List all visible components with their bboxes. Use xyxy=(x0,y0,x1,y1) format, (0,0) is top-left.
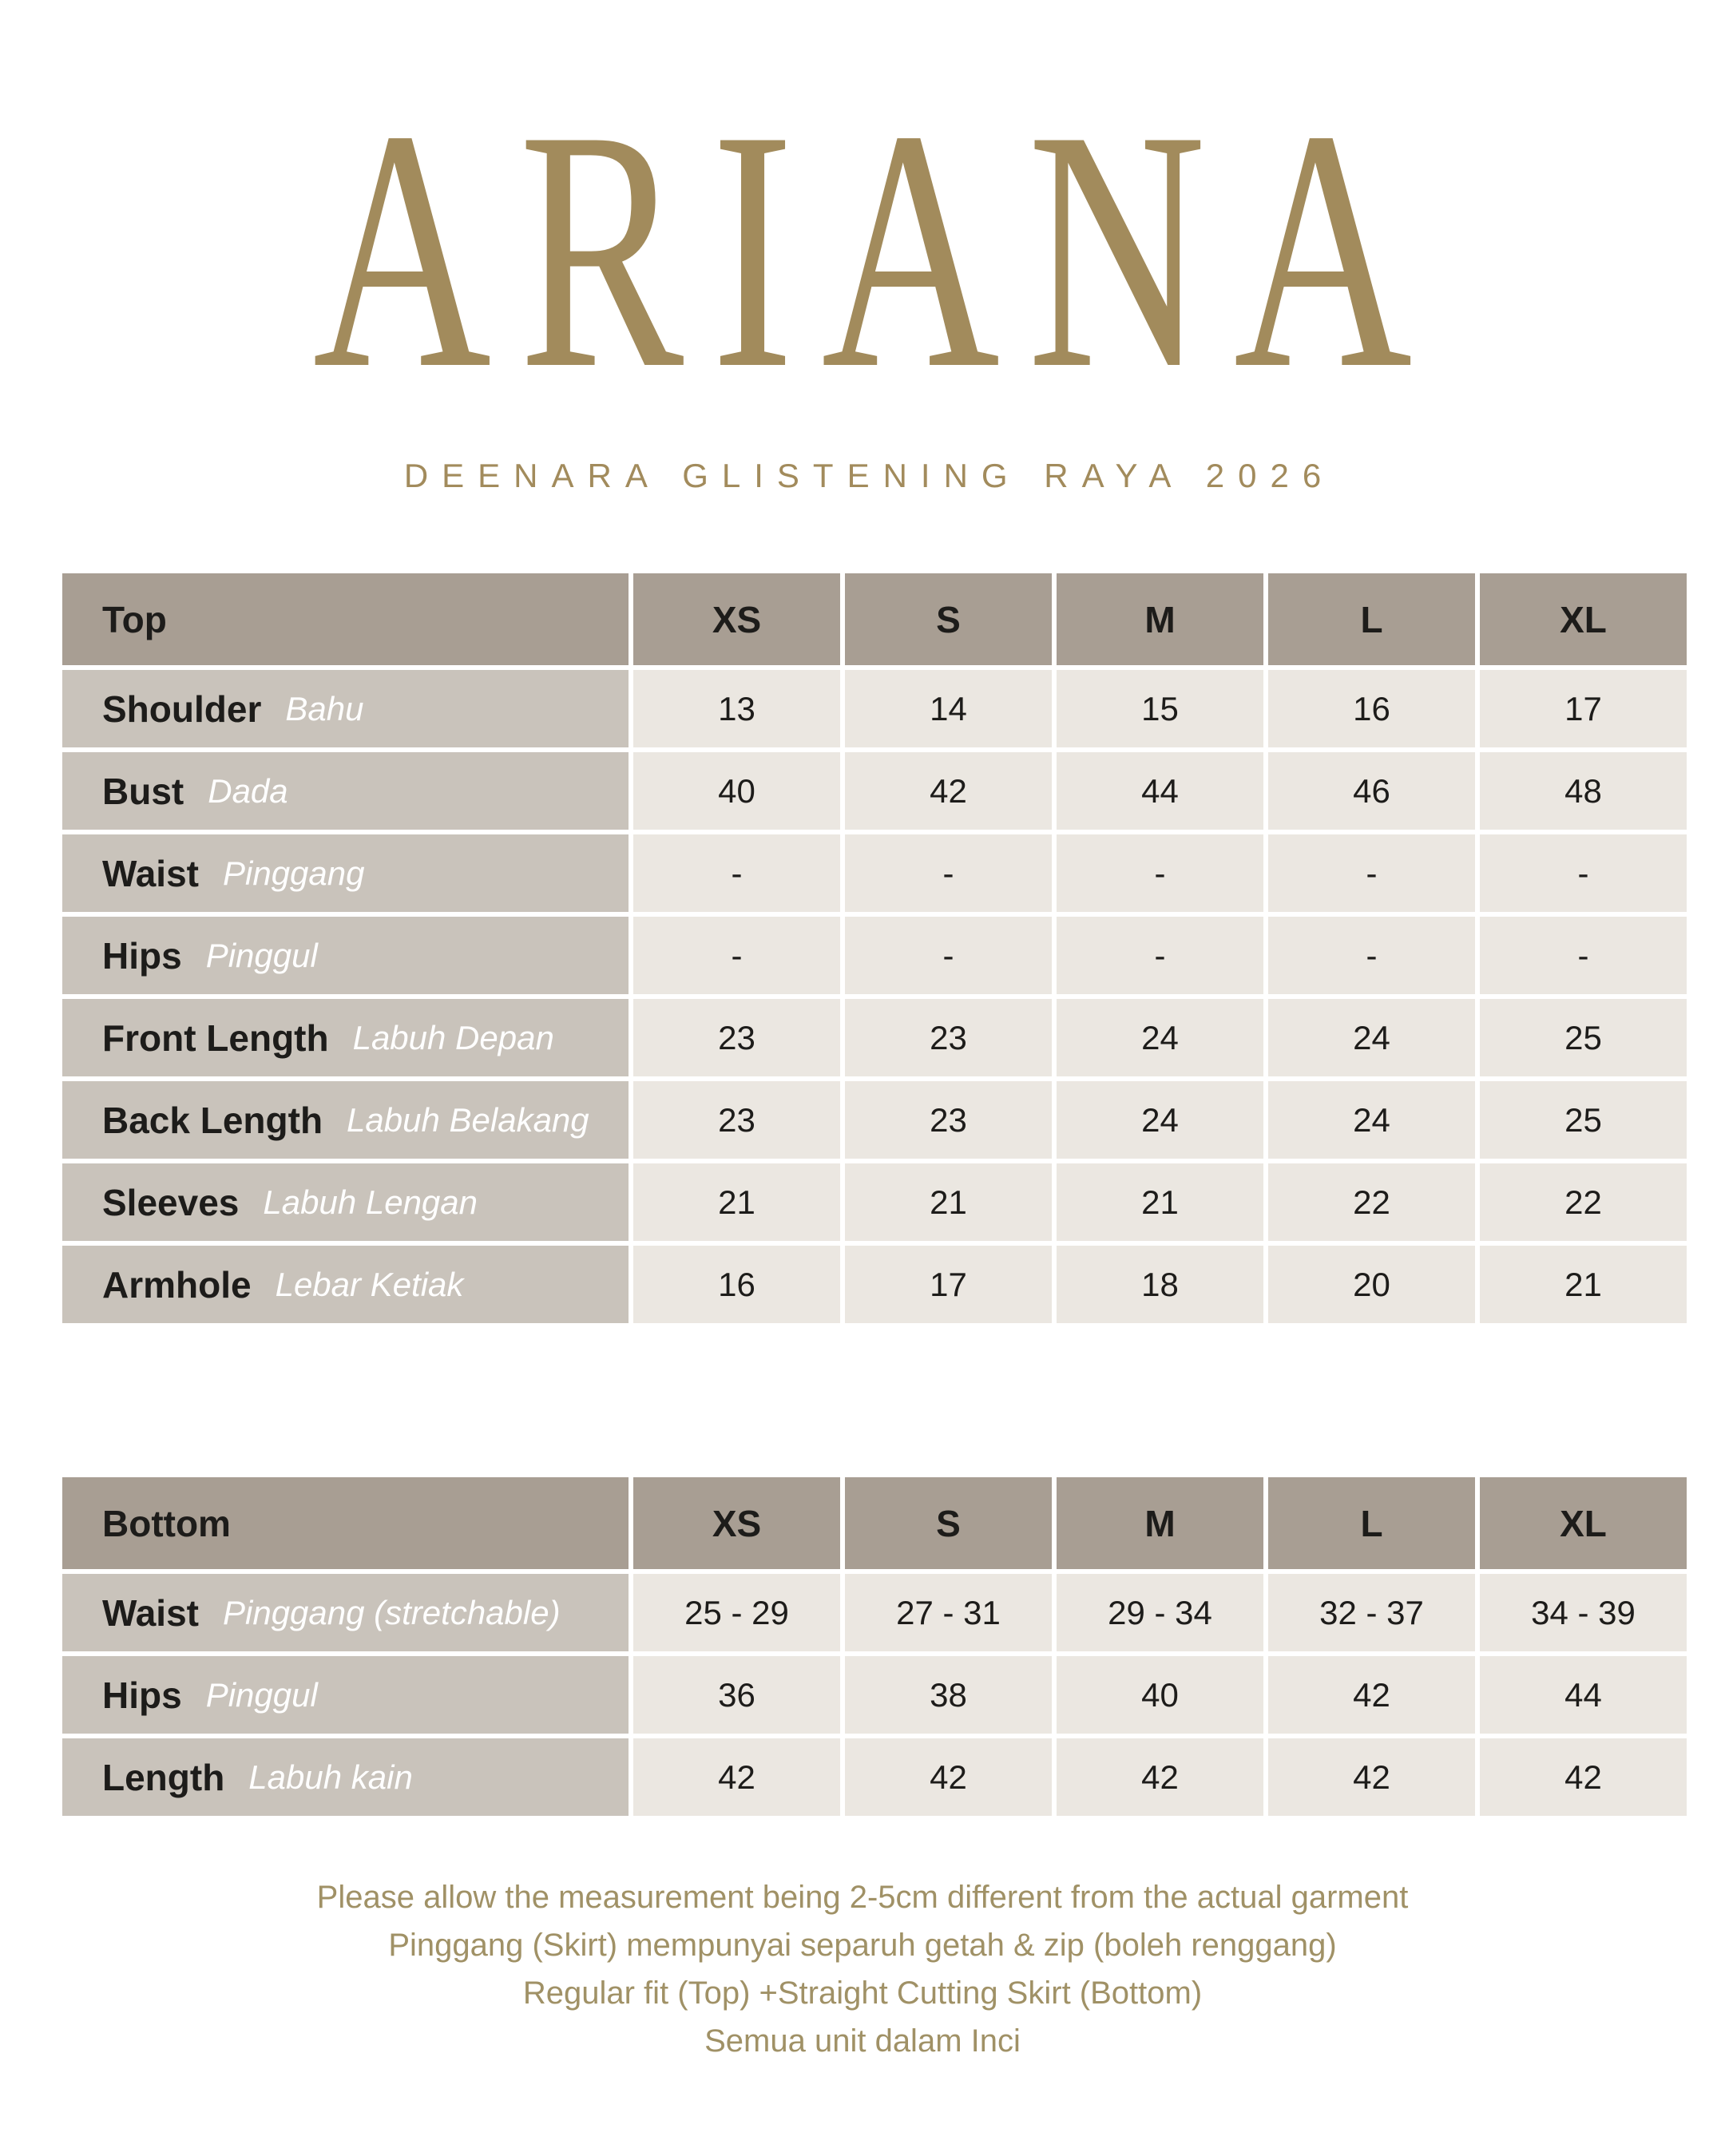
cell-waist-xs: - xyxy=(633,834,840,912)
cell-waist-s: - xyxy=(845,834,1052,912)
cell-sleeves-xl: 22 xyxy=(1480,1163,1687,1241)
size-header-s: S xyxy=(845,573,1052,665)
cell-shoulder-s: 14 xyxy=(845,670,1052,747)
size-header-s: S xyxy=(845,1477,1052,1569)
measure-name: Hips xyxy=(102,934,182,977)
row-label-armhole xyxy=(62,1246,629,1323)
cell-waist-m: - xyxy=(1057,834,1263,912)
measure-name: Hips xyxy=(102,1674,182,1716)
cell-bottom-waist-m: 29 - 34 xyxy=(1057,1574,1263,1651)
row-label-bust xyxy=(62,752,629,830)
footer-note-line: Please allow the measurement being 2-5cm different from the actual garment xyxy=(316,1880,1409,1915)
cell-sleeves-xs: 21 xyxy=(633,1163,840,1241)
cell-sleeves-m: 21 xyxy=(1057,1163,1263,1241)
measure-name: Bust xyxy=(102,770,184,812)
measure-name-malay: Dada xyxy=(208,771,288,810)
cell-hips-xl: - xyxy=(1480,917,1687,994)
cell-bottom-waist-xl: 34 - 39 xyxy=(1480,1574,1687,1651)
bottom-size-table xyxy=(62,1477,1687,1816)
measure-name-malay: Pinggul xyxy=(205,936,318,974)
row-label-front-length xyxy=(62,999,629,1076)
size-header-xl: XL xyxy=(1480,573,1687,665)
cell-bust-xl: 48 xyxy=(1480,752,1687,830)
cell-armhole-l: 20 xyxy=(1268,1246,1475,1323)
measure-name-malay: Pinggang (stretchable) xyxy=(222,1593,561,1631)
cell-bottom-hips-l: 42 xyxy=(1268,1656,1475,1734)
cell-hips-l: - xyxy=(1268,917,1475,994)
measure-name-malay: Labuh kain xyxy=(248,1758,413,1796)
measure-name-malay: Pinggul xyxy=(205,1675,318,1714)
measure-name: Waist xyxy=(102,1591,199,1634)
bottom-table-title: Bottom xyxy=(62,1477,629,1569)
cell-hips-xs: - xyxy=(633,917,840,994)
brand-subtitle: DEENARA GLISTENING RAYA 2026 xyxy=(403,457,1335,494)
cell-front-length-l: 24 xyxy=(1268,999,1475,1076)
cell-bust-m: 44 xyxy=(1057,752,1263,830)
footer-note-line: Regular fit (Top) +Straight Cutting Skirt (Bottom) xyxy=(522,1976,1203,2011)
cell-bust-s: 42 xyxy=(845,752,1052,830)
footer-note-line: Semua unit dalam Inci xyxy=(704,2023,1021,2059)
cell-back-length-m: 24 xyxy=(1057,1081,1263,1159)
cell-bottom-hips-m: 40 xyxy=(1057,1656,1263,1734)
measure-name-malay: Labuh Belakang xyxy=(347,1100,589,1139)
measure-name-malay: Pinggang xyxy=(222,854,365,892)
cell-bottom-length-m: 42 xyxy=(1057,1738,1263,1816)
cell-waist-l: - xyxy=(1268,834,1475,912)
cell-armhole-m: 18 xyxy=(1057,1246,1263,1323)
measure-name: Armhole xyxy=(102,1263,252,1306)
cell-armhole-xl: 21 xyxy=(1480,1246,1687,1323)
cell-back-length-s: 23 xyxy=(845,1081,1052,1159)
cell-hips-s: - xyxy=(845,917,1052,994)
row-label-sleeves xyxy=(62,1163,629,1241)
cell-shoulder-m: 15 xyxy=(1057,670,1263,747)
cell-shoulder-xs: 13 xyxy=(633,670,840,747)
size-header-xl: XL xyxy=(1480,1477,1687,1569)
row-label-bottom-length xyxy=(62,1738,629,1816)
footer-notes xyxy=(0,1873,1725,2065)
cell-bottom-hips-s: 38 xyxy=(845,1656,1052,1734)
cell-shoulder-xl: 17 xyxy=(1480,670,1687,747)
measure-name: Front Length xyxy=(102,1017,329,1059)
cell-bottom-length-xs: 42 xyxy=(633,1738,840,1816)
cell-bottom-hips-xl: 44 xyxy=(1480,1656,1687,1734)
cell-bust-xs: 40 xyxy=(633,752,840,830)
size-header-xs: XS xyxy=(633,573,840,665)
top-table-title: Top xyxy=(62,573,629,665)
cell-bottom-length-l: 42 xyxy=(1268,1738,1475,1816)
measure-name-malay: Lebar Ketiak xyxy=(275,1265,464,1303)
measure-name: Length xyxy=(102,1756,225,1798)
cell-back-length-xs: 23 xyxy=(633,1081,840,1159)
cell-front-length-s: 23 xyxy=(845,999,1052,1076)
cell-shoulder-l: 16 xyxy=(1268,670,1475,747)
cell-bottom-waist-l: 32 - 37 xyxy=(1268,1574,1475,1651)
cell-bottom-length-xl: 42 xyxy=(1480,1738,1687,1816)
cell-bottom-length-s: 42 xyxy=(845,1738,1052,1816)
row-label-hips xyxy=(62,917,629,994)
size-header-l: L xyxy=(1268,1477,1475,1569)
measure-name-malay: Labuh Lengan xyxy=(263,1183,478,1221)
cell-front-length-m: 24 xyxy=(1057,999,1263,1076)
cell-armhole-xs: 16 xyxy=(633,1246,840,1323)
cell-front-length-xs: 23 xyxy=(633,999,840,1076)
cell-sleeves-l: 22 xyxy=(1268,1163,1475,1241)
cell-hips-m: - xyxy=(1057,917,1263,994)
size-header-xs: XS xyxy=(633,1477,840,1569)
cell-waist-xl: - xyxy=(1480,834,1687,912)
footer-note-line: Pinggang (Skirt) mempunyai separuh getah & zip (boleh renggang) xyxy=(388,1928,1337,1963)
measure-name: Waist xyxy=(102,852,199,894)
cell-sleeves-s: 21 xyxy=(845,1163,1052,1241)
size-header-m: M xyxy=(1057,573,1263,665)
row-label-shoulder xyxy=(62,670,629,747)
cell-bottom-hips-xs: 36 xyxy=(633,1656,840,1734)
measure-name-malay: Bahu xyxy=(285,689,364,727)
row-label-back-length xyxy=(62,1081,629,1159)
measure-name: Sleeves xyxy=(102,1181,240,1223)
brand-title: ARIANA xyxy=(312,60,1440,440)
measure-name-malay: Labuh Depan xyxy=(352,1018,554,1056)
cell-bust-l: 46 xyxy=(1268,752,1475,830)
size-header-l: L xyxy=(1268,573,1475,665)
row-label-waist xyxy=(62,834,629,912)
cell-bottom-waist-xs: 25 - 29 xyxy=(633,1574,840,1651)
row-label-bottom-hips xyxy=(62,1656,629,1734)
row-label-bottom-waist xyxy=(62,1574,629,1651)
cell-bottom-waist-s: 27 - 31 xyxy=(845,1574,1052,1651)
cell-front-length-xl: 25 xyxy=(1480,999,1687,1076)
cell-back-length-l: 24 xyxy=(1268,1081,1475,1159)
measure-name: Back Length xyxy=(102,1099,323,1141)
top-size-table xyxy=(62,573,1687,1323)
cell-back-length-xl: 25 xyxy=(1480,1081,1687,1159)
size-header-m: M xyxy=(1057,1477,1263,1569)
measure-name: Shoulder xyxy=(102,688,262,730)
cell-armhole-s: 17 xyxy=(845,1246,1052,1323)
